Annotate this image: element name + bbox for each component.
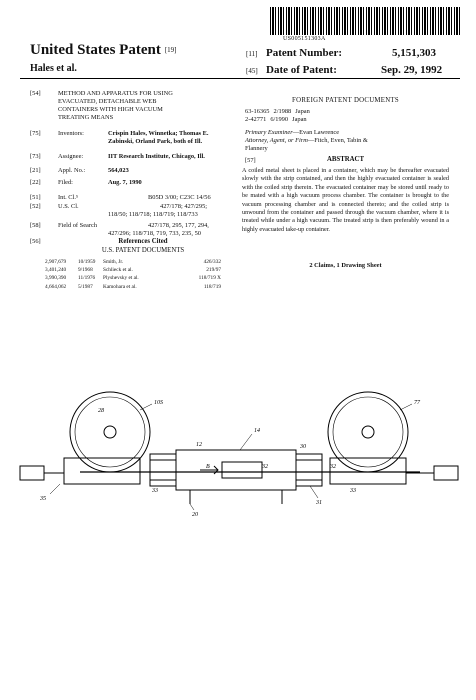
refs-code: [56] (30, 238, 41, 245)
figure-label: 35 (40, 496, 46, 502)
filed-label: Filed: (58, 179, 73, 186)
upper-seal-left (150, 454, 176, 460)
ref-name: Schlieck et al. (103, 267, 133, 274)
treatment-unit (222, 462, 262, 478)
uscl-value-2: 118/50; 118/718; 118/719; 118/733 (108, 211, 198, 218)
ref-class: 118/719 (203, 283, 221, 290)
barcode (270, 7, 460, 35)
right-motor (434, 466, 458, 480)
ref-no: 3,990,390 (45, 275, 67, 282)
attorney (245, 137, 368, 145)
leader-line (400, 404, 412, 410)
table-row (45, 274, 225, 282)
abstract-text: A coiled metal sheet is placed in a container, which may be thereafter evacuated slowly with the strip contained, and then the highly evacuated container is sealed with the coiled strip therein. The evacuated container may be stored until ready to be mated with a high vacuum process chamber. The container is brought to the vacuum processing chamber and is connected thereto; and the coiled strip is unwound from the container and passed through the vacuum chamber, where it is treated while under a high vacuum. The treated strip is then preferably wound in a highly evacuated take-up container. (242, 167, 449, 233)
table-row (45, 258, 225, 266)
field-value-1: 427/178, 295, 177, 294, (148, 222, 209, 229)
figure-label: 32 (330, 464, 336, 470)
right-reel-housing (328, 392, 408, 472)
refs-title: References Cited (118, 238, 168, 245)
figure-label: 33 (350, 488, 356, 494)
patent-office-title (30, 42, 177, 59)
intcl-value: B05D 3/00; C23C 14/56 (148, 194, 211, 201)
ref-date: 5/1987 (78, 283, 93, 290)
leader-line (240, 434, 252, 450)
ref-date: 11/1976 (78, 275, 96, 282)
uscl-label: U.S. Cl. (58, 203, 79, 210)
ref-class: 426/332 (203, 259, 221, 265)
appl-label: Appl. No.: (58, 167, 86, 174)
lower-seal-left (150, 480, 176, 486)
left-reel-housing (70, 392, 150, 472)
left-reel-hub (104, 426, 116, 438)
left-seal-chamber (150, 460, 176, 480)
barcode-number: US005151303A (283, 36, 326, 42)
foreign-no: 2-42771 (245, 116, 267, 123)
title-code-54: [54] (30, 90, 41, 97)
field-value-2: 427/296; 118/718, 719, 733, 235, 50 (108, 230, 201, 237)
refs-subtitle: U.S. PATENT DOCUMENTS (101, 247, 185, 254)
leader-line (50, 484, 60, 494)
ref-no: 2,907,679 (45, 259, 67, 265)
figure-label: 32 (262, 464, 268, 470)
examiner (245, 129, 339, 137)
attorney-continued: Flannery (245, 145, 268, 152)
date-label: Date of Patent: (266, 64, 337, 76)
figure-label: 10S (154, 400, 163, 406)
figure-label: 14 (254, 428, 260, 434)
ref-no: 3,401,240 (45, 267, 67, 274)
attorney-name: —Fitch, Even, Tabin & (307, 137, 368, 144)
assignee-label: Assignee: (58, 153, 84, 160)
filed-date: Aug. 7, 1990 (108, 179, 142, 186)
patent-number-code: [11] (246, 50, 258, 58)
ref-name: Kamohara et al. (103, 283, 137, 290)
uscl-value-1: 427/178; 427/295; (160, 203, 208, 210)
upper-seal (296, 454, 322, 460)
uscl-code: [52] (30, 203, 41, 210)
patent-date: Sep. 29, 1992 (381, 64, 443, 76)
title-line: METHOD AND APPARATUS FOR USING (58, 90, 173, 97)
patent-number-label: Patent Number: (266, 47, 343, 59)
intcl-code: [51] (30, 194, 41, 201)
patent-number: 5,151,303 (392, 47, 436, 59)
inventors-label: Inventors: (58, 130, 84, 137)
leader-line (190, 504, 194, 510)
leader-line (310, 486, 318, 498)
ref-name: Smith, Jr. (103, 259, 124, 265)
assignee: IIT Research Institute, Chicago, Ill. (108, 153, 205, 160)
figure-label: 77 (414, 400, 420, 406)
figure-label: 20 (192, 512, 198, 518)
right-reel-hub (362, 426, 374, 438)
header-rule (20, 78, 460, 79)
inventor-line: Zabinski, Orland Park, both of Ill. (108, 138, 203, 145)
figure-label: 28 (98, 408, 104, 414)
inventors-short: Hales et al. (30, 63, 77, 74)
foreign-date: 2/1988 (273, 108, 292, 115)
inventors-code: [75] (30, 130, 41, 137)
figure-label: 30 (300, 444, 306, 450)
figure-label: 12 (196, 442, 202, 448)
foreign-docs-title: FOREIGN PATENT DOCUMENTS (292, 97, 399, 104)
table-row (45, 266, 225, 274)
inventors-names (108, 130, 248, 146)
reference-table (45, 258, 225, 291)
table-row (45, 283, 225, 291)
assignee-code: [73] (30, 153, 41, 160)
appl-no: 564,023 (108, 167, 129, 174)
foreign-date: 6/1990 (270, 116, 289, 123)
left-reel-coil (75, 397, 145, 467)
process-chamber (176, 450, 296, 490)
abstract-code: [57] (245, 157, 256, 164)
attorney-label: Attorney, Agent, or Firm (245, 137, 308, 144)
title-line: EVACUATED, DETACHABLE WEB (58, 98, 157, 105)
foreign-docs (245, 108, 445, 124)
field-label: Field of Search (58, 222, 98, 229)
foreign-country: Japan (292, 116, 307, 123)
left-motor (20, 466, 44, 480)
abstract-title: ABSTRACT (326, 156, 364, 163)
right-reel-coil (333, 397, 403, 467)
filed-code: [22] (30, 179, 41, 186)
inventor-line: Crispin Hales, Winnetka; Thomas E. (108, 130, 209, 137)
examiner-name: —Evan Lawrence (292, 129, 340, 136)
ref-class: 219/97 (206, 267, 221, 274)
figure-label: 31 (316, 500, 322, 506)
title-text: United States Patent (30, 42, 161, 58)
figure-label: 33 (152, 488, 158, 494)
foreign-country: Japan (295, 108, 310, 115)
ref-date: 10/1959 (78, 259, 96, 265)
ref-class: 118/719 X (198, 275, 221, 282)
foreign-no: 63-16365 (245, 108, 270, 115)
title-code: [19] (164, 46, 177, 54)
ref-no: 4,664,062 (45, 283, 67, 290)
title-line: TREATING MEANS (58, 114, 114, 121)
list-item (245, 116, 445, 124)
intcl-label: Int. Cl.⁵ (58, 194, 79, 201)
chamber-legs (190, 490, 282, 504)
appl-code: [21] (30, 167, 41, 174)
ref-date: 9/1968 (78, 267, 93, 274)
ref-name: Plyshevsky et al. (103, 275, 139, 282)
right-seal-chamber (296, 460, 322, 480)
title-line: CONTAINERS WITH HIGH VACUUM (58, 106, 163, 113)
date-code: [45] (246, 67, 258, 75)
invention-title (58, 90, 238, 122)
field-code: [58] (30, 222, 41, 229)
figure-label: B (206, 464, 210, 470)
list-item (245, 108, 445, 116)
patent-drawing (0, 380, 476, 520)
claims-summary: 2 Claims, 1 Drawing Sheet (309, 262, 382, 269)
examiner-label: Primary Examiner (245, 129, 293, 136)
lower-seal (296, 480, 322, 486)
